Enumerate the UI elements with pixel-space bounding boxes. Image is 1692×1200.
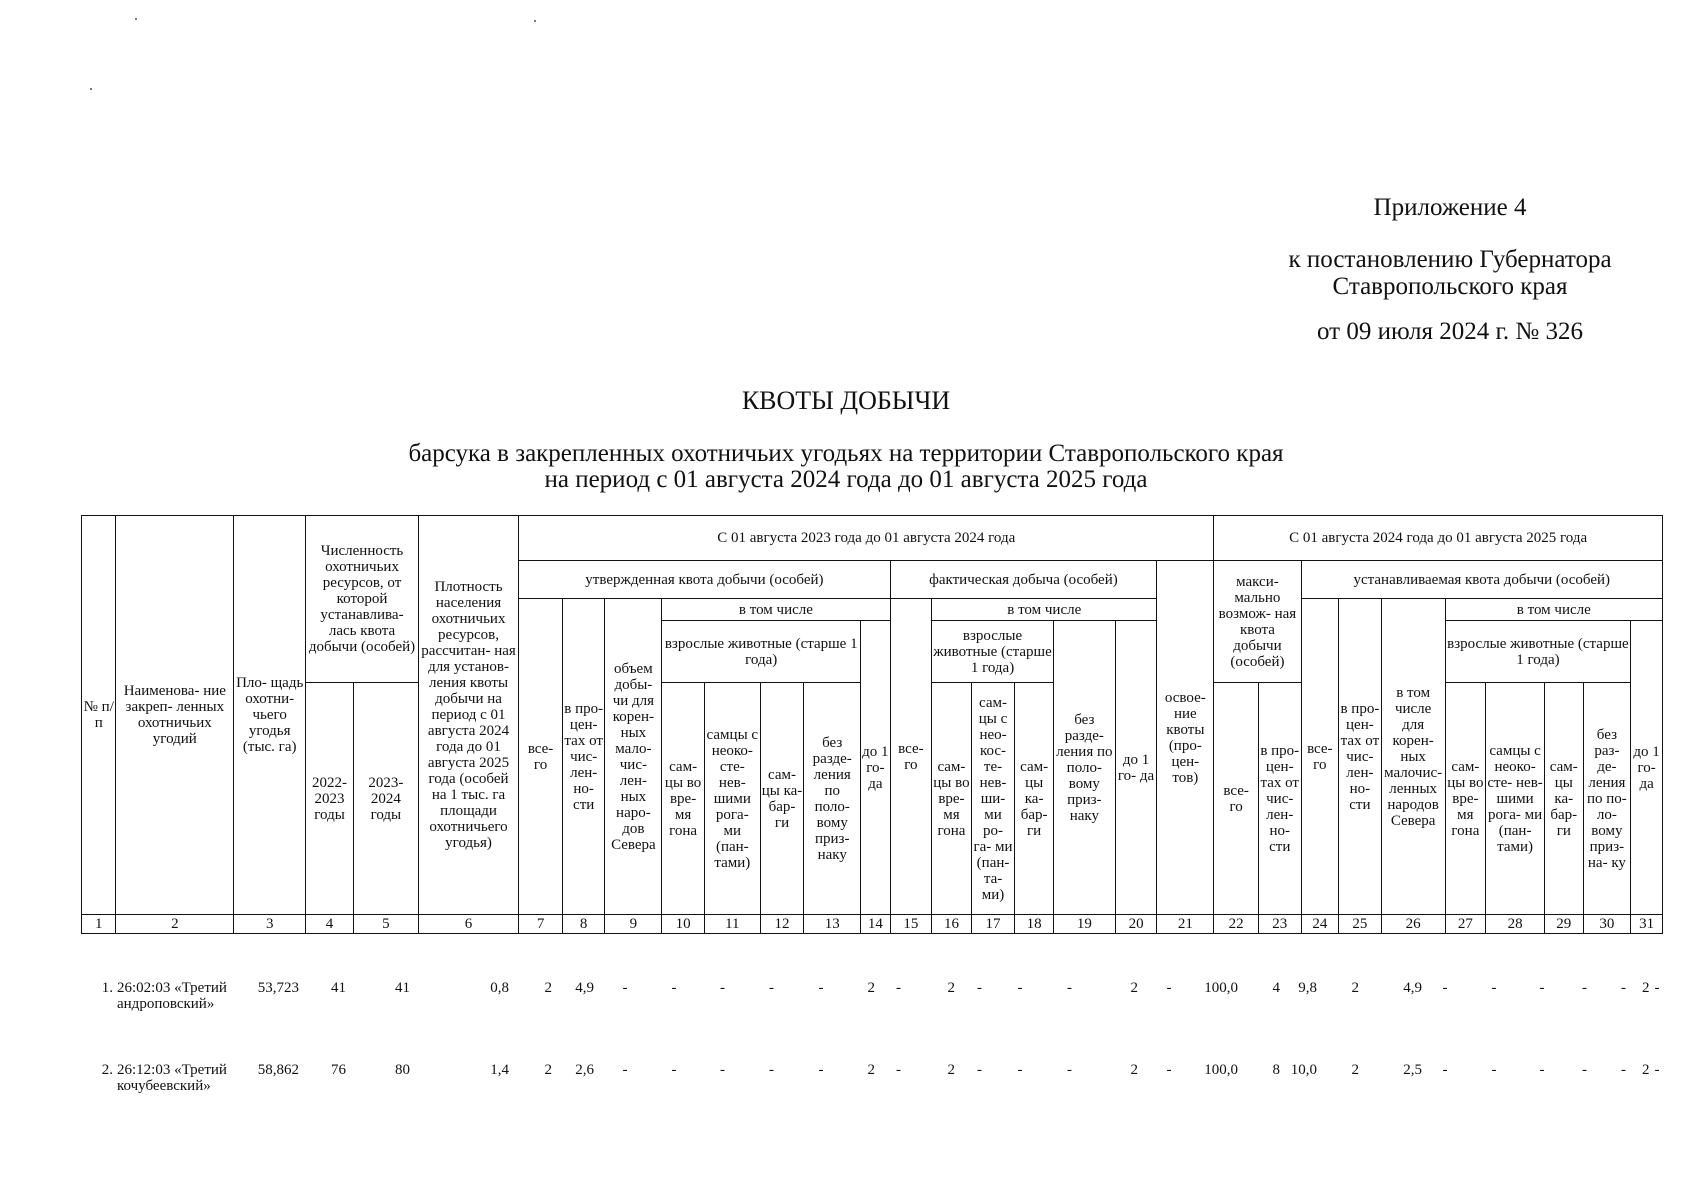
decree-reference: [1240, 246, 1660, 300]
column-number: 24: [1301, 915, 1339, 934]
decree-line: Ставропольского края: [1332, 273, 1568, 300]
column-number: 14: [861, 915, 890, 934]
table-cell: -: [622, 980, 628, 996]
table-cell: 0,8: [490, 980, 509, 996]
scan-speck: [135, 18, 137, 20]
actual-musk-header: сам- цы ка- бар- ги: [1015, 683, 1054, 915]
table-cell: -: [977, 1062, 982, 1078]
table-cell: -: [1621, 1062, 1626, 1078]
table-cell: 2: [867, 980, 875, 996]
actual-rut-header: сам- цы во вре- мя гона: [932, 683, 972, 915]
column-number: 4: [306, 915, 354, 934]
col-density-header: Плотность населения охотничьих ресурсов, рассчитан- ная для установ- ления квоты добычи на период с 01 августа 2024 года до 01 августа 2025 года (особей на 1 тыс. га площади охотничьего угодья): [418, 516, 518, 915]
subtitle-line: барсука в закрепленных охотничьих угодьях на территории Ставропольского края: [408, 440, 1284, 467]
decree-line: к постановлению Губернатора: [1288, 246, 1612, 273]
column-number: 16: [932, 915, 972, 934]
column-number: 6: [418, 915, 518, 934]
table-cell: -: [1442, 1062, 1448, 1078]
table-cell: -: [1654, 1062, 1660, 1078]
table-cell: 2: [544, 1062, 552, 1078]
table-cell: -: [720, 1062, 725, 1078]
scan-speck: [534, 20, 536, 22]
table-cell: -: [769, 980, 774, 996]
column-number: 26: [1381, 915, 1445, 934]
approved-nosex-header: без разде- ления по поло- вому приз- наку: [804, 683, 861, 915]
scan-speck: [90, 88, 92, 90]
hunting-ground-name: 26:02:03 «Третий андроповский»: [117, 980, 227, 1012]
column-number: 31: [1631, 915, 1663, 934]
table-cell: -: [671, 1062, 677, 1078]
table-cell: -: [769, 1062, 774, 1078]
table-cell: -: [1491, 1062, 1497, 1078]
column-number: 22: [1214, 915, 1259, 934]
table-cell: 4: [1272, 980, 1280, 996]
actual-total-header: все- го: [890, 599, 932, 915]
data-row-table: [81, 1062, 1663, 1094]
data-row-table: [81, 980, 1663, 1012]
column-number: 3: [234, 915, 306, 934]
column-number: 11: [704, 915, 760, 934]
table-cell: -: [977, 980, 982, 996]
period-2024-header: С 01 августа 2024 года до 01 августа 2025 года: [1214, 516, 1663, 561]
established-quota-header: устанавливаемая квота добычи (особей): [1301, 561, 1662, 599]
table-row: [81, 1062, 1663, 1094]
approved-antler-header: самцы с неоко- сте- нев- шими рога- ми (пан- тами): [704, 683, 760, 915]
approved-indig-header: объем добы- чи для корен- ных мало- чис- лен- ных наро- дов Севера: [605, 599, 662, 915]
table-cell: -: [896, 980, 901, 996]
table-cell: 8: [1272, 1062, 1280, 1078]
table-cell: 53,723: [257, 980, 299, 996]
table-cell: 2: [867, 1062, 875, 1078]
table-cell: 2: [1351, 980, 1359, 996]
actual-incl-header: в том числе: [932, 599, 1157, 621]
appendix-number: Приложение 4: [1373, 194, 1527, 221]
column-number: 13: [804, 915, 861, 934]
column-number: 2: [116, 915, 234, 934]
table-cell: -: [1442, 980, 1448, 996]
table-cell: -: [818, 980, 824, 996]
est-musk-header: сам- цы ка- бар- ги: [1545, 683, 1584, 915]
est-pct-header: в про- цен- тах от чис- лен- но- сти: [1339, 599, 1382, 915]
table-cell: 80: [395, 1062, 410, 1078]
column-number: 17: [971, 915, 1015, 934]
table-cell: 10,0: [1290, 1062, 1317, 1078]
column-number: 9: [605, 915, 662, 934]
table-cell: -: [671, 980, 677, 996]
column-number: 7: [519, 915, 563, 934]
table-cell: 2,5: [1403, 1062, 1422, 1078]
col-name-header: Наименова- ние закреп- ленных охотничьих угодий: [116, 516, 234, 915]
table-cell: 2: [1130, 980, 1138, 996]
table-cell: 2: [1642, 980, 1650, 996]
column-number: 12: [760, 915, 804, 934]
table-cell: -: [1582, 980, 1587, 996]
column-number: 21: [1157, 915, 1214, 934]
column-number: 20: [1115, 915, 1157, 934]
table-cell: 2: [947, 980, 955, 996]
table-cell: 2,6: [575, 1062, 594, 1078]
column-number: 19: [1053, 915, 1115, 934]
table-cell: 2: [544, 980, 552, 996]
est-rut-header: сам- цы во вре- мя гона: [1445, 683, 1486, 915]
subtitle-line: на период с 01 августа 2024 года до 01 августа 2025 года: [544, 466, 1148, 493]
table-cell: 1,4: [490, 1062, 509, 1078]
column-number: 10: [662, 915, 705, 934]
actual-antler-header: сам- цы с нео- кос- те- нев- ши- ми ро- га- ми (пан- та- ми): [971, 683, 1015, 915]
quota-header-table: [81, 515, 1663, 934]
column-number: 23: [1258, 915, 1301, 934]
document-title: КВОТЫ ДОБЫЧИ: [741, 386, 951, 415]
table-cell: -: [1539, 1062, 1545, 1078]
table-cell: -: [1166, 980, 1172, 996]
row-index: 1.: [101, 980, 113, 996]
table-cell: -: [1582, 1062, 1587, 1078]
column-number: 28: [1486, 915, 1545, 934]
est-total-header: все- го: [1301, 599, 1339, 915]
table-cell: -: [1491, 980, 1497, 996]
column-number: 18: [1015, 915, 1054, 934]
table-cell: 4,9: [575, 980, 594, 996]
document-subtitle: [0, 441, 1692, 493]
table-cell: 2: [1130, 1062, 1138, 1078]
hunting-ground-name: 26:12:03 «Третий кочубеевский»: [117, 1062, 227, 1094]
table-cell: 2: [1351, 1062, 1359, 1078]
column-number: 15: [890, 915, 932, 934]
column-number: 5: [353, 915, 418, 934]
table-cell: -: [1539, 980, 1545, 996]
col-num-header: № п/п: [82, 516, 116, 915]
table-cell: 9,8: [1298, 980, 1317, 996]
table-cell: -: [1017, 1062, 1023, 1078]
table-cell: 58,862: [257, 1062, 299, 1078]
table-cell: 41: [331, 980, 346, 996]
column-number-row: [82, 915, 1663, 934]
table-cell: 100,0: [1204, 980, 1238, 996]
col-count-header: Численность охотничьих ресурсов, от которой устанавлива- лась квота добычи (особей): [306, 516, 419, 683]
table-cell: 4,9: [1403, 980, 1422, 996]
approved-rut-header: сам- цы во вре- мя гона: [662, 683, 705, 915]
column-number: 27: [1445, 915, 1486, 934]
table-cell: -: [1654, 980, 1660, 996]
max-quota-header: макси- мально возмож- ная квота добычи (особей): [1214, 561, 1301, 683]
table-cell: 2: [947, 1062, 955, 1078]
period-2023-header: С 01 августа 2023 года до 01 августа 2024 года: [519, 516, 1214, 561]
col-area-header: Пло- щадь охотни- чьего угодья (тыс. га): [234, 516, 306, 915]
actual-under1-header: до 1 го- да: [1115, 621, 1157, 915]
table-cell: -: [896, 1062, 901, 1078]
table-cell: 41: [395, 980, 410, 996]
column-number: 29: [1545, 915, 1584, 934]
est-adults-header: взрослые животные (старше 1 года): [1445, 621, 1631, 683]
table-cell: -: [1017, 980, 1023, 996]
table-cell: 76: [331, 1062, 346, 1078]
table-cell: -: [720, 980, 725, 996]
est-nosex-header: без раз- де- ления по по- ло- вому приз- на- ку: [1583, 683, 1631, 915]
approved-under1-header: до 1 го- да: [861, 621, 890, 915]
actual-harvest-header: фактическая добыча (особей): [890, 561, 1157, 599]
approved-pct-header: в про- цен- тах от чис- лен- но- сти: [562, 599, 605, 915]
column-number: 25: [1339, 915, 1382, 934]
actual-adults-header: взрослые животные (старше 1 года): [932, 621, 1054, 683]
table-cell: -: [818, 1062, 824, 1078]
count-2023-2024-header: 2023- 2024 годы: [353, 683, 418, 915]
max-pct-header: в про- цен- тах от чис- лен- но- сти: [1258, 683, 1301, 915]
table-cell: -: [1067, 980, 1072, 996]
est-indig-header: в том числе для корен- ных малочис- ленных народов Севера: [1381, 599, 1445, 915]
est-antler-header: самцы с неоко- сте- нев- шими рога- ми (пан- тами): [1486, 683, 1545, 915]
table-cell: 100,0: [1204, 1062, 1238, 1078]
actual-nosex-header: без разде- ления по поло- вому приз- наку: [1053, 621, 1115, 915]
column-number: 8: [562, 915, 605, 934]
approved-total-header: все- го: [519, 599, 563, 915]
approved-musk-header: сам- цы ка- бар- ги: [760, 683, 804, 915]
approved-adults-header: взрослые животные (старше 1 года): [662, 621, 861, 683]
decree-date: от 09 июля 2024 г. № 326: [1316, 318, 1584, 345]
approved-quota-header: утвержденная квота добычи (особей): [519, 561, 890, 599]
max-total-header: все- го: [1214, 683, 1259, 915]
table-cell: -: [1166, 1062, 1172, 1078]
column-number: 1: [82, 915, 116, 934]
row-index: 2.: [101, 1062, 113, 1078]
table-cell: -: [1067, 1062, 1072, 1078]
table-cell: -: [1621, 980, 1626, 996]
est-under1-header: до 1 го- да: [1631, 621, 1663, 915]
mastery-header: освое- ние квоты (про- цен- тов): [1157, 561, 1214, 915]
column-number: 30: [1583, 915, 1631, 934]
table-cell: 2: [1642, 1062, 1650, 1078]
table-cell: -: [622, 1062, 628, 1078]
approved-incl-header: в том числе: [662, 599, 890, 621]
est-incl-header: в том числе: [1445, 599, 1662, 621]
table-row: [81, 980, 1663, 1012]
count-2022-2023-header: 2022- 2023 годы: [306, 683, 354, 915]
